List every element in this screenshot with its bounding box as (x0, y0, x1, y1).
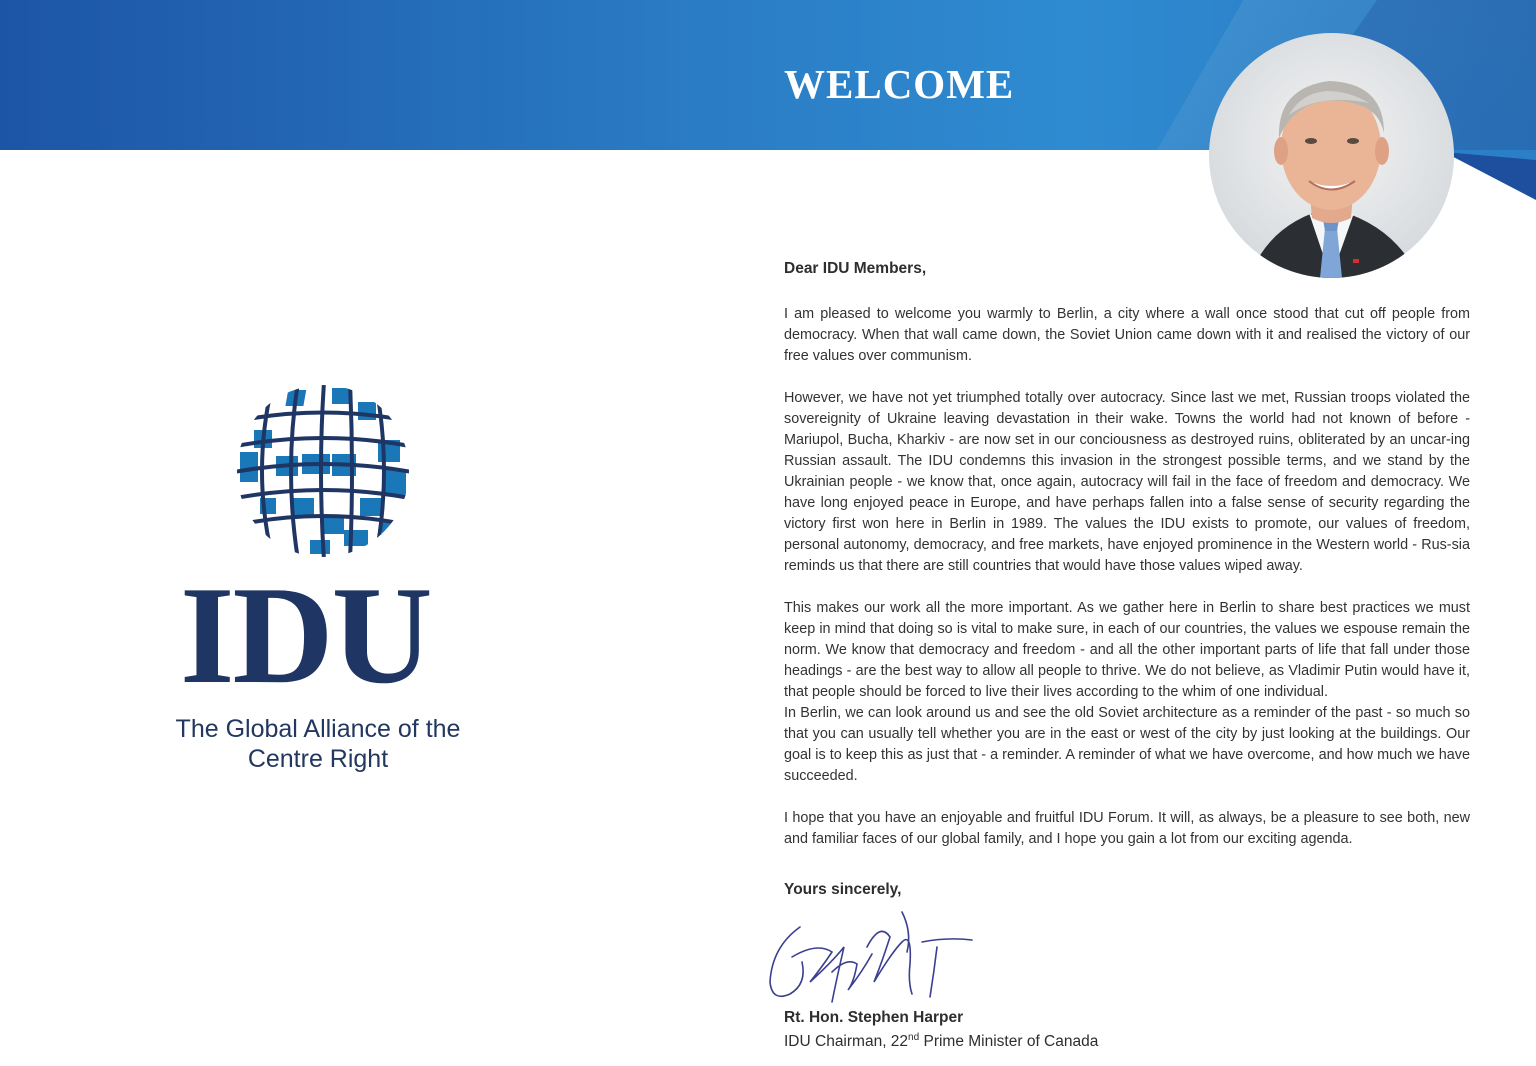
letter-paragraph: However, we have not yet triumphed totally over autocracy. Since last we met, Russian troops violated the sovereignity of Ukraine leaving devastation in their wake. Towns the world had not known of before - Mariupol, Bucha, Kharkiv - are now set in our conciousness as destroyed ruins, obliterated by an uncar-ing Russian assault. The IDU condemns this invasion in the strongest possible terms, and we stand by the Ukrainian people - we know that, once again, autocracy will fail in the face of freedom and democracy. We have long enjoyed peace in Europe, and have perhaps fallen into a false sense of security regarding the victory first won here in Berlin in 1989. The values the IDU exists to promote, our values of freedom, personal autonomy, democracy, and free markets, have enjoyed prominence in the Western world - Rus-sia reminds us that there are still countries that would have those values wiped away. (784, 390, 1470, 574)
logo-tagline-line1: The Global Alliance of the (175, 715, 461, 743)
signer-title (784, 1032, 1098, 1051)
portrait-illustration (1209, 33, 1454, 278)
signer-title-part1: IDU Chairman, 22 (784, 1033, 909, 1050)
salutation: Dear IDU Members, (784, 260, 927, 277)
idu-wordmark: IDU (180, 558, 431, 713)
closing: Yours sincerely, (784, 881, 902, 898)
welcome-letter (784, 258, 1470, 871)
signer-name: Rt. Hon. Stephen Harper (784, 1009, 964, 1026)
logo-tagline (170, 714, 466, 774)
idu-globe-logo-icon (232, 380, 414, 562)
signer-title-part2: Prime Minister of Canada (919, 1033, 1099, 1050)
letter-paragraph: I hope that you have an enjoyable and fruitful IDU Forum. It will, as always, be a pleasure to see both, new and familiar faces of our global family, and I hope you gain a lot from our exciting agenda. (784, 810, 1470, 847)
signer-title-superscript: nd (908, 1032, 920, 1043)
letter-paragraph: This makes our work all the more important. As we gather here in Berlin to share best practices we must keep in mind that doing so is vital to make sure, in each of our countries, the values we espouse remain the norm. We know that democracy and freedom - and all the other important parts of life that fall under those headings - are the best way to allow all people to thrive. We do not believe, as Vladimir Putin would have it, that people should be forced to live their lives according to the whim of one individual. (784, 600, 1470, 700)
logo-tagline-line2: Centre Right (247, 745, 389, 773)
page-title: WELCOME (784, 61, 1015, 107)
letter-paragraph: I am pleased to welcome you warmly to Berlin, a city where a wall once stood that cut off people from democracy. When that wall came down, the Soviet Union came down with it and realised the victory of our free values over communism. (784, 306, 1470, 364)
letter-paragraph: In Berlin, we can look around us and see the old Soviet architecture as a reminder of the past - so much so that you can usually tell whether you are in the east or west of the city by just looking at the buildings. Our goal is to keep this as just that - a reminder. A reminder of what we have overcome, and how much we have succeeded. (784, 705, 1470, 784)
signature-graphic (762, 902, 977, 1012)
portrait-photo (1209, 33, 1454, 278)
